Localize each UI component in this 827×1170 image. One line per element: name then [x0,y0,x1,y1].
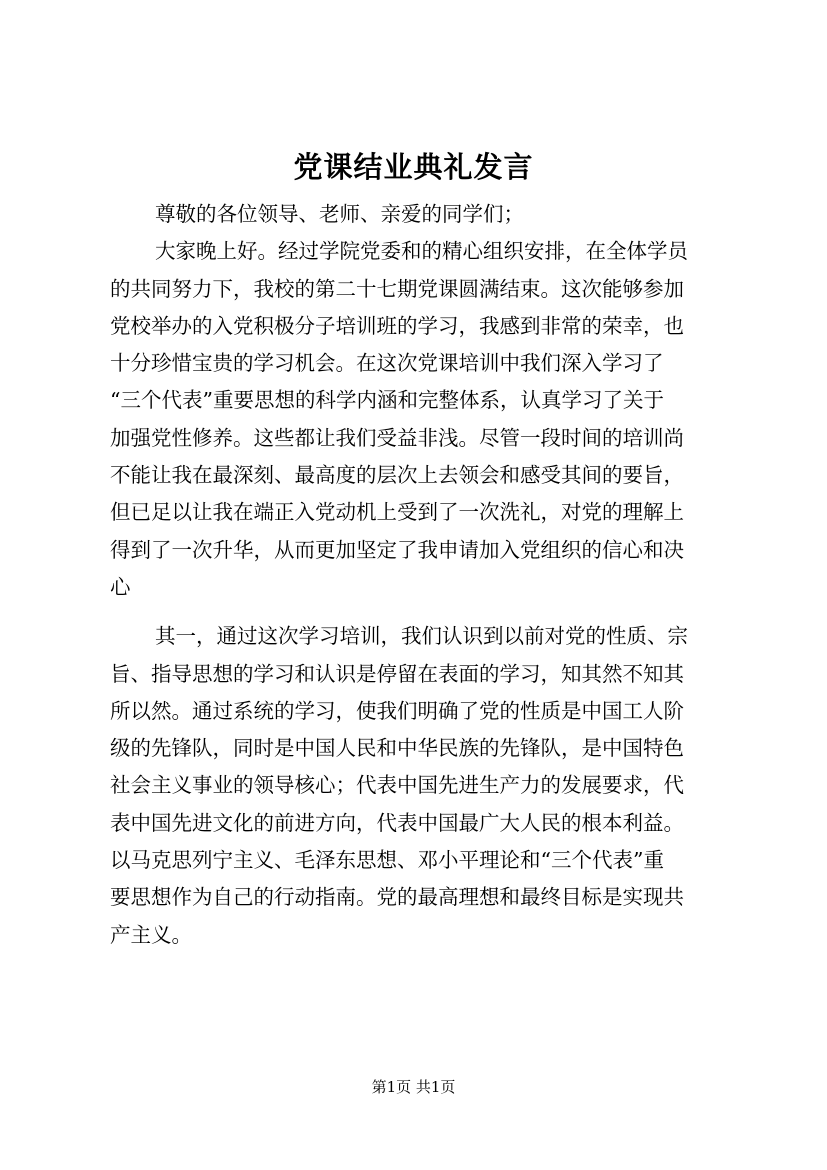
paragraph-line: 旨、指导思想的学习和认识是停留在表面的学习，知其然不知其 [110,661,684,686]
paragraph-line: 级的先锋队，同时是中国人民和中华民族的先锋队，是中国特色 [110,736,684,761]
paragraph-line: 大家晚上好。经过学院党委和的精心组织安排，在全体学员 [155,239,688,264]
paragraph-line: 十分珍惜宝贵的学习机会。在这次党课培训中我们深入学习了 [110,351,664,376]
paragraph-line: 得到了一次升华，从而更加坚定了我申请加入党组织的信心和决 [110,537,684,562]
paragraph-line: 党校举办的入党积极分子培训班的学习，我感到非常的荣幸，也 [110,313,684,338]
paragraph-line: 但已足以让我在端正入党动机上受到了一次洗礼，对党的理解上 [110,500,684,525]
paragraph-line: 以马克思列宁主义、毛泽东思想、邓小平理论和“三个代表”重 [110,848,664,873]
document-body [110,196,738,954]
salutation-line: 尊敬的各位领导、老师、亲爱的同学们； [155,202,524,226]
document-title: 党课结业典礼发言 [293,150,534,184]
paragraph-line: “三个代表”重要思想的科学内涵和完整体系，认真学习了关于 [110,388,664,413]
paragraph-line: 其一，通过这次学习培训，我们认识到以前对党的性质、宗 [155,624,688,649]
paragraph-line: 产主义。 [110,922,192,947]
paragraph-gap [110,606,738,618]
paragraph-line: 要思想作为自己的行动指南。党的最高理想和最终目标是实现共 [110,885,684,910]
paragraph-line: 所以然。通过系统的学习，使我们明确了党的性质是中国工人阶 [110,698,684,723]
page-number-footer: 第1页 共1页 [371,1078,456,1096]
paragraph-line: 加强党性修养。这些都让我们受益非浅。尽管一段时间的培训尚 [110,425,684,450]
paragraph-line: 心 [110,574,131,599]
paragraph-line: 不能让我在最深刻、最高度的层次上去领会和感受其间的要旨， [110,463,684,488]
paragraph-line: 表中国先进文化的前进方向，代表中国最广大人民的根本利益。 [110,810,684,835]
paragraph-line: 的共同努力下，我校的第二十七期党课圆满结束。这次能够参加 [110,276,684,301]
paragraph-line: 社会主义事业的领导核心；代表中国先进生产力的发展要求，代 [110,773,684,798]
